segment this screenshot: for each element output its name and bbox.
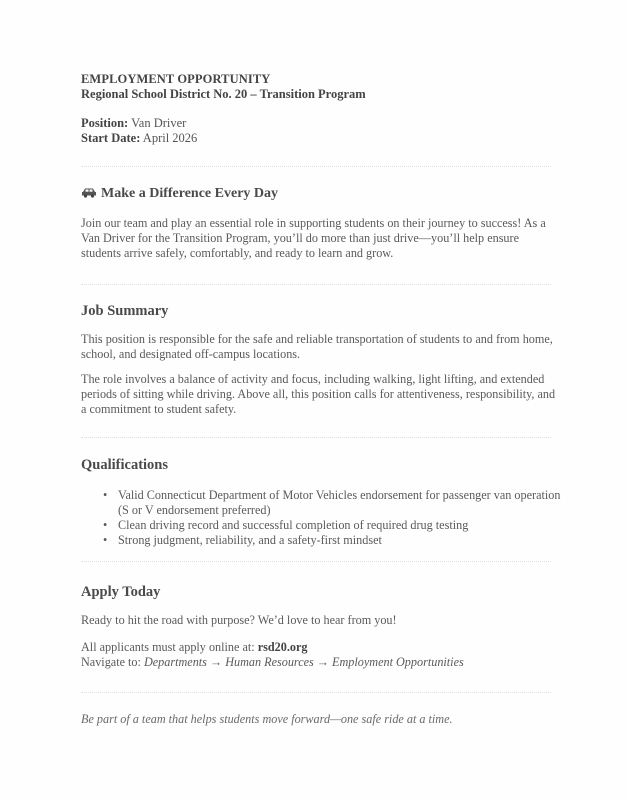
list-item: • Valid Connecticut Department of Motor Vehicles endorsement for passenger van operation (S or V endorsement preferred)	[103, 488, 561, 517]
apply-online-line	[81, 640, 561, 655]
apply-site-link[interactable]: rsd20.org	[257, 640, 308, 654]
divider	[81, 437, 551, 438]
start-date-row	[81, 131, 561, 146]
start-date-label: Start Date:	[81, 131, 141, 145]
apply-nav-path: Departments → Human Resources → Employment Opportunities	[143, 655, 464, 669]
divider	[81, 561, 551, 562]
job-summary-heading: Job Summary	[81, 303, 169, 319]
footer	[81, 712, 561, 727]
list-item: • Strong judgment, reliability, and a safety-first mindset	[103, 533, 382, 547]
apply-nav-prefix: Navigate to:	[81, 655, 141, 669]
qualifications-heading: Qualifications	[81, 457, 169, 473]
apply-section	[81, 583, 561, 670]
position-meta	[81, 116, 561, 146]
header-title: EMPLOYMENT OPPORTUNITY	[81, 72, 271, 86]
list-item: • Clean driving record and successful completion of required drug testing	[103, 518, 469, 532]
divider	[81, 284, 551, 285]
position-value: Van Driver	[131, 116, 187, 130]
intro-body: Join our team and play an essential role in supporting students on their journey to success! As a Van Driver for the Transition Program, you’ll do more than just drive—you’ll help ensure students arrive safely, comfortably, and ready to learn and grow.	[81, 216, 546, 260]
apply-intro: Ready to hit the road with purpose? We’d love to hear from you!	[81, 613, 397, 627]
job-summary-section	[81, 302, 561, 417]
job-summary-para-2: The role involves a balance of activity and focus, including walking, light lifting, and extended periods of sitting while driving. Above all, this position calls for attentiveness, responsibility, and a commitment to student safety.	[81, 372, 556, 416]
divider	[81, 166, 551, 167]
footer-tagline: Be part of a team that helps students move forward—one safe ride at a time.	[81, 712, 453, 726]
job-summary-para-1: This position is responsible for the safe and reliable transportation of students to and from home, school, and designated off-campus locations.	[81, 332, 553, 361]
position-row	[81, 116, 561, 131]
position-label: Position:	[81, 116, 129, 130]
qualifications-section	[81, 456, 561, 548]
apply-heading: Apply Today	[81, 584, 161, 600]
start-date-value: April 2026	[142, 131, 198, 145]
intro-section	[81, 185, 561, 261]
qualifications-list	[81, 488, 561, 548]
divider	[81, 692, 551, 693]
intro-heading	[81, 185, 561, 203]
car-icon	[81, 187, 97, 198]
header-subtitle: Regional School District No. 20 – Transition Program	[81, 87, 366, 101]
apply-navigation-line	[81, 655, 561, 670]
apply-online-prefix: All applicants must apply online at:	[81, 640, 255, 654]
document-header	[81, 72, 561, 102]
intro-heading-text: Make a Difference Every Day	[101, 186, 279, 201]
